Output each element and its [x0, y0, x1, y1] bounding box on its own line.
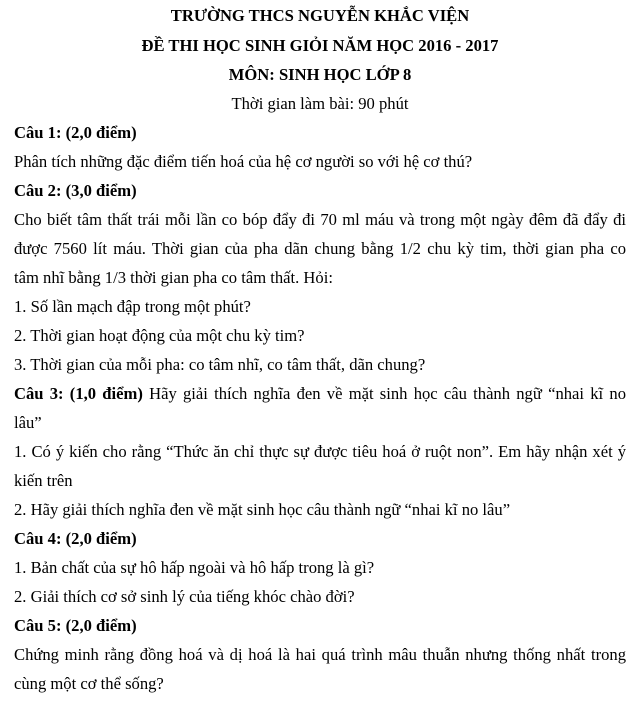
question-2-line: Cho biết tâm thất trái mỗi lần co bóp đẩy đi 70 ml máu và trong một ngày đêm đã đẩy đi — [14, 210, 626, 229]
question-2-item-2: 2. Thời gian hoạt động của một chu kỳ tim? — [14, 326, 305, 345]
question-5-line: Chứng minh rằng đồng hoá và dị hoá là hai quá trình mâu thuẫn nhưng thống nhất trong — [14, 645, 626, 664]
question-3-item-2: 2. Hãy giải thích nghĩa đen về mặt sinh học câu thành ngữ “nhai kĩ no lâu” — [14, 500, 511, 519]
question-2-item-3: 3. Thời gian của mỗi pha: co tâm nhĩ, co tâm thất, dãn chung? — [14, 355, 426, 374]
exam-title: ĐỀ THI HỌC SINH GIỎI NĂM HỌC 2016 - 2017 — [141, 36, 499, 55]
question-5-line: cùng một cơ thể sống? — [14, 674, 164, 693]
question-3-heading: Câu 3: (1,0 điểm) — [14, 384, 143, 403]
question-3-item-1: 1. Có ý kiến cho rằng “Thức ăn chỉ thực sự được tiêu hoá ở ruột non”. Em hãy nhận xét ý — [14, 442, 626, 461]
question-3-item-1-cont: kiến trên — [14, 471, 73, 490]
subject-title: MÔN: SINH HỌC LỚP 8 — [228, 65, 412, 84]
question-2-heading: Câu 2: (3,0 điểm) — [14, 181, 137, 200]
school-name: TRƯỜNG THCS NGUYỄN KHẮC VIỆN — [170, 6, 470, 25]
question-2-line: tâm nhĩ bằng 1/3 thời gian pha co tâm thất. Hỏi: — [14, 268, 333, 287]
question-2-item-1: 1. Số lần mạch đập trong một phút? — [14, 297, 251, 316]
question-3-line: lâu” — [14, 413, 42, 432]
question-3-heading-line — [14, 384, 626, 404]
question-2-line: được 7560 lít máu. Thời gian của pha dãn chung bằng 1/2 chu kỳ tim, thời gian pha co — [14, 239, 626, 258]
question-1-heading: Câu 1: (2,0 điểm) — [14, 123, 137, 142]
question-5-heading: Câu 5: (2,0 điểm) — [14, 616, 137, 635]
exam-duration: Thời gian làm bài: 90 phút — [231, 94, 409, 113]
question-1-line: Phân tích những đặc điểm tiến hoá của hệ cơ người so với hệ cơ thú? — [14, 152, 473, 171]
question-4-item-2: 2. Giải thích cơ sở sinh lý của tiếng khóc chào đời? — [14, 587, 355, 606]
question-4-item-1: 1. Bản chất của sự hô hấp ngoài và hô hấp trong là gì? — [14, 558, 375, 577]
question-3-heading-text: Hãy giải thích nghĩa đen về mặt sinh học câu thành ngữ “nhai kĩ no — [142, 384, 626, 403]
question-4-heading: Câu 4: (2,0 điểm) — [14, 529, 137, 548]
